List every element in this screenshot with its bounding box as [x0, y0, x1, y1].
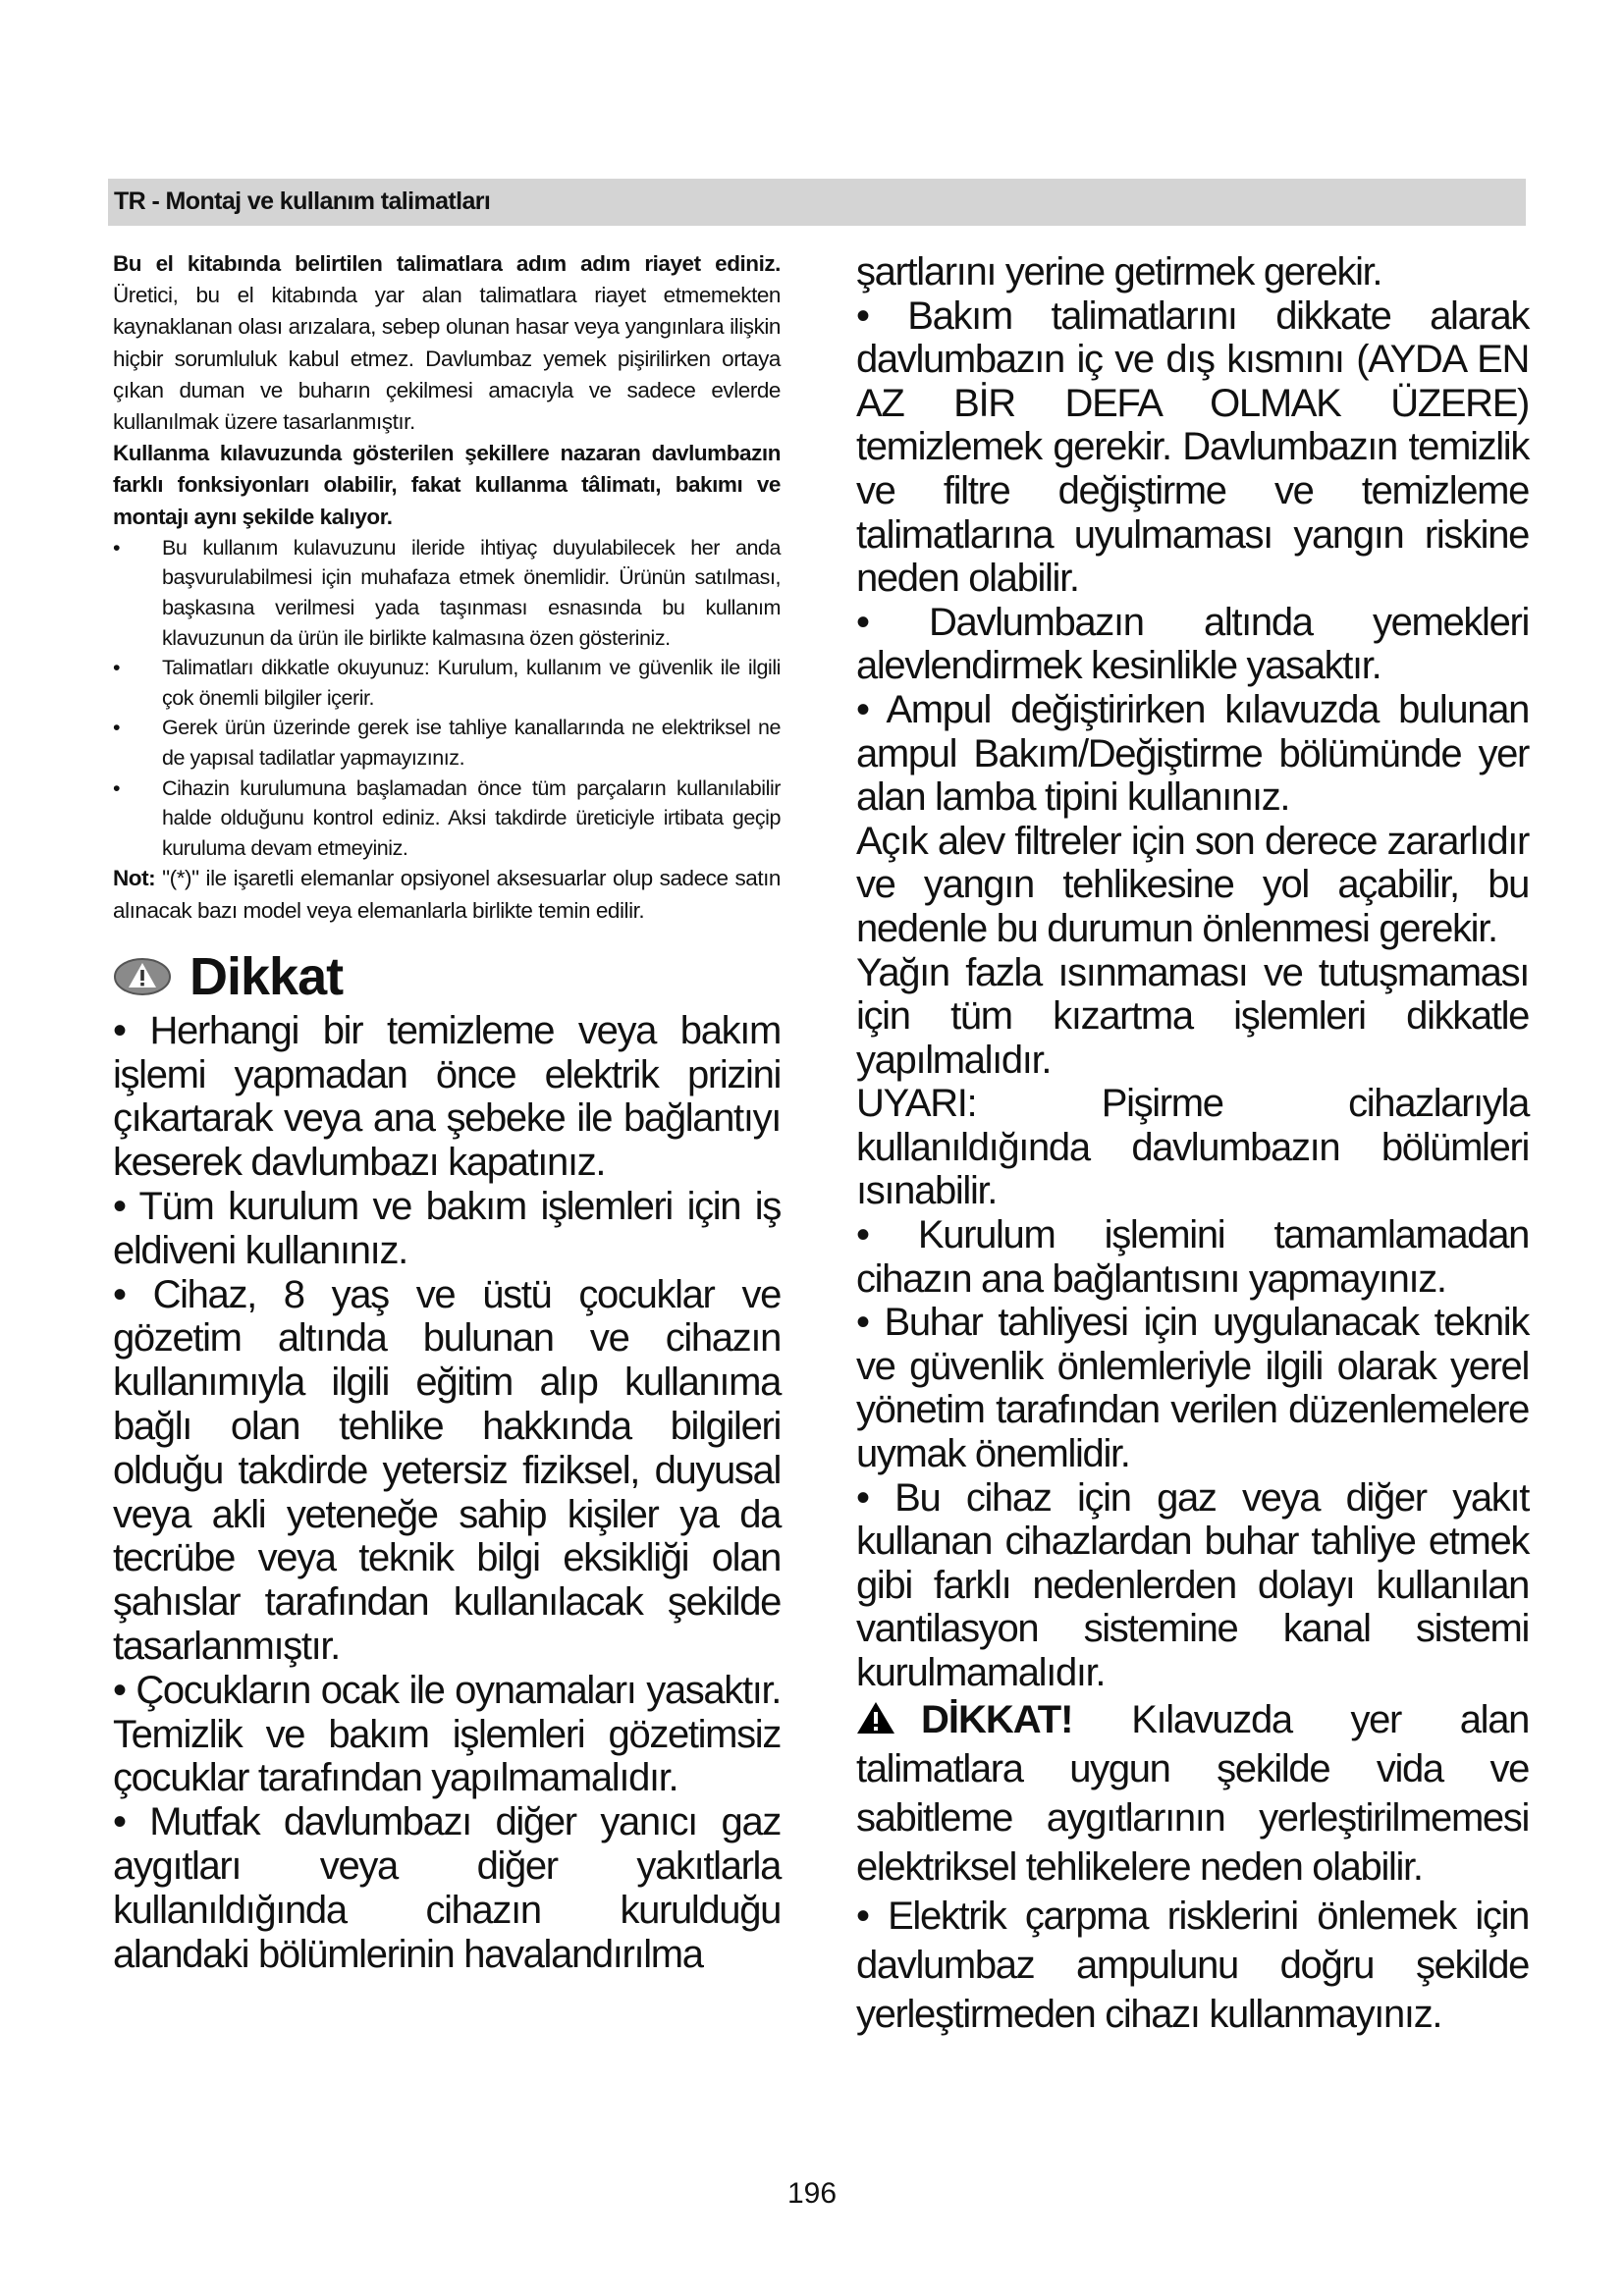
bullet-list — [113, 533, 781, 864]
dikkat-paragraph: Yağın fazla ısınmaması ve tutuşmaması için tüm kızartma işlemleri dikkatle yapılmalıdır. — [856, 950, 1529, 1082]
section-header-bar — [108, 179, 1526, 226]
note-text: "(*)" ile işaretli elemanlar opsiyonel aksesuarlar olup sadece satın alınacak bazı model veya elemanlarla birlikte temin edilir. — [113, 866, 781, 923]
intro-text: Üretici, bu el kitabında yar alan talimatlara riayet etmemekten kaynaklanan olası arızalara, sebep olunan hasar veya yangınlara ilişkin hiçbir sorumluluk kabul etmez. Davlumbaz yemek pişirilirken ortaya çıkan duman ve buharın çekilmesi amacıyla ve sadece evlerde kullanılmak üzere tasarlanmıştır. — [113, 283, 781, 435]
dikkat-paragraph: şartlarını yerine getirmek gerekir. — [856, 250, 1382, 294]
warning-paragraph — [856, 1695, 1529, 1892]
list-item-text: Bu kullanım kulavuzunu ileride ihtiyaç duyulabilecek her anda başvurulabilmesi için muhafaza etmek önemlidir. Ürünün satılması, başkasına verilmesi yada taşınması esnasında bu kullanım klavuzunun da ürün ile birlikte kalmasına özen gösteriniz. — [162, 535, 781, 650]
list-item — [113, 713, 781, 773]
warning-triangle-icon — [113, 957, 172, 996]
dikkat-paragraph: • Mutfak davlumbazı diğer yanıcı gaz aygıtları veya diğer yakıtlarla kullanıldığında cihazın kurulduğu alandaki bölümlerinin havalandırılma — [113, 1800, 781, 1976]
page-number: 196 — [786, 2177, 838, 2210]
bullet-symbol: • — [113, 656, 121, 680]
dikkat-paragraph: • Tüm kurulum ve bakım işlemleri için iş eldiveni kullanınız. — [113, 1184, 781, 1272]
dikkat-paragraph: • Çocukların ocak ile oynamaları yasaktır. Temizlik ve bakım işlemleri gözetimsiz çocuklar tarafından yapılmamalıdır. — [113, 1668, 781, 1800]
bullet-symbol: • — [113, 716, 121, 740]
list-item-text: Cihazin kurulumuna başlamadan önce tüm parçaların kullanılabilir halde olduğunu kontrol ediniz. Aksi takdirde üreticiyle irtibata geçip kuruluma devam etmeyiniz. — [162, 775, 781, 860]
dikkat-paragraph: • Herhangi bir temizleme veya bakım işlemi yapmadan önce elektrik prizini çıkartarak veya ana şebeke ile bağlantıyı keserek davlumbazı kapatınız. — [113, 1008, 781, 1185]
dikkat-paragraph: • Kurulum işlemini tamamlamadan cihazın ana bağlantısını yapmayınız. — [856, 1213, 1529, 1301]
warning-text: Kılavuzda yer alan talimatlara uygun şekilde vida ve sabitleme aygıtlarının yerleştirilmemesi elektriksel tehlikelere neden olabilir. — [856, 1697, 1529, 1889]
dikkat-paragraph: • Bu cihaz için gaz veya diğer yakıt kullanan cihazlardan buhar tahliye etmek gibi farklı nedenlerden dolayı kullanılan vantilasyon sistemine kanal sistemi kurulmamalıdır. — [856, 1475, 1529, 1694]
note-label: Not: — [113, 866, 156, 891]
warning-triangle-icon — [856, 1697, 895, 1731]
list-item-text: Talimatları dikkatle okuyunuz: Kurulum, kullanım ve güvenlik ile ilgili çok önemli bilgiler içerir. — [162, 656, 781, 710]
dikkat-paragraph: • Bakım talimatlarını dikkate alarak davlumbazın iç ve dış kısmını (AYDA EN AZ BİR DEFA OLMAK ÜZERE) temizlemek gerekir. Davlumbazın temizlik ve filtre değiştirme ve temizleme talimatlarına uyulmaması yangın riskine neden olabilir. — [856, 294, 1529, 601]
intro-bold-lead: Bu el kitabında belirtilen talimatlara adım adım riayet ediniz. — [113, 251, 781, 276]
warning-label: DİKKAT! — [921, 1697, 1073, 1741]
dikkat-paragraph: Açık alev filtreler için son derece zararlıdır ve yangın tehlikesine yol açabilir, bu nedenle bu durumun önlenmesi gerekir. — [856, 819, 1529, 950]
dikkat-paragraph: • Elektrik çarpma risklerini önlemek için davlumbaz ampulunu doğru şekilde yerleştirmeden cihazı kullanmayınız. — [856, 1894, 1529, 2036]
list-item — [113, 533, 781, 653]
list-item — [113, 774, 781, 864]
dikkat-paragraph: UYARI: Pişirme cihazlarıyla kullanıldığında davlumbazın bölümleri ısınabilir. — [856, 1082, 1529, 1213]
left-column — [113, 248, 781, 1976]
dikkat-paragraph: • Cihaz, 8 yaş ve üstü çocuklar ve gözetim altında bulunan ve cihazın kullanımıyla ilgili eğitim alıp kullanıma bağlı olan tehlike hakkında bilgileri olduğu takdirde yetersiz fiziksel, duyusal veya akli yeteneğe sahip kişiler ya da tecrübe veya teknik bilgi eksikliği olan şahıslar tarafından kullanılacak şekilde tasarlanmıştır. — [113, 1272, 781, 1668]
dikkat-paragraph: • Ampul değiştirirken kılavuzda bulunan ampul Bakım/Değiştirme bölümünde yer alan lamba tipini kullanınız. — [856, 687, 1529, 820]
dikkat-paragraph: • Davlumbazın altında yemekleri alevlendirmek kesinlikle yasaktır. — [856, 600, 1529, 688]
section-title: TR - Montaj ve kullanım talimatları — [114, 187, 491, 215]
intro-paragraph — [113, 248, 781, 438]
list-item-text: Gerek ürün üzerinde gerek ise tahliye kanallarında ne elektriksel ne de yapısal tadilatlar yapmayızınız. — [162, 716, 781, 770]
dikkat-title: Dikkat — [189, 946, 344, 1006]
bullet-symbol: • — [113, 535, 121, 560]
intro-bold-paragraph: Kullanma kılavuzunda gösterilen şekillere nazaran davlumbazın farklı fonksiyonları olabilir, fakat kullanma tâlimatı, bakımı ve montajı aynı şekilde kalıyor. — [113, 441, 781, 529]
note-paragraph — [113, 863, 781, 926]
dikkat-paragraph: • Buhar tahliyesi için uygulanacak teknik ve güvenlik önlemleriyle ilgili olarak yerel yönetim tarafından verilen düzenlemelere uymak önemlidir. — [856, 1301, 1529, 1476]
bullet-symbol: • — [113, 775, 121, 800]
list-item — [113, 653, 781, 713]
dikkat-heading — [113, 944, 781, 1009]
right-column — [856, 250, 1529, 2039]
